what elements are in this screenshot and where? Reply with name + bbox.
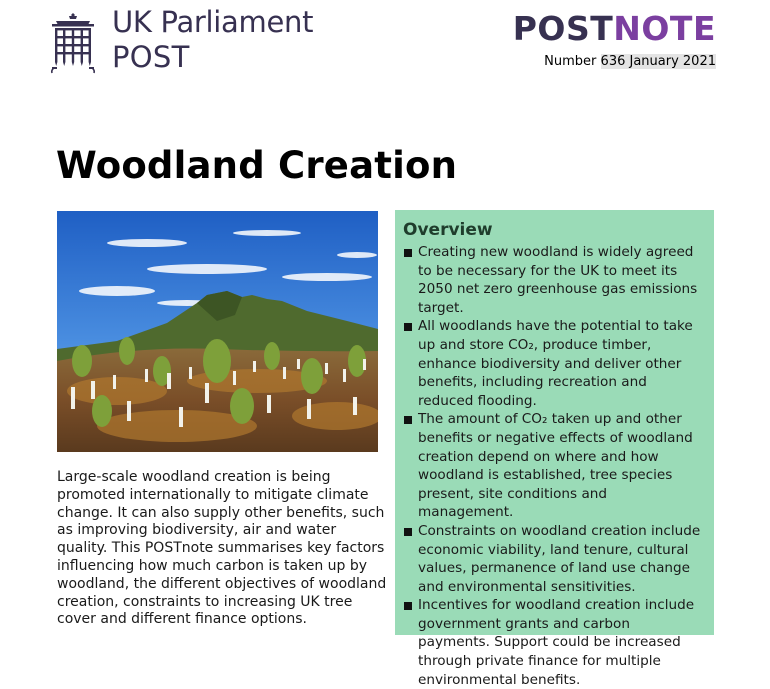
brand [112,5,314,74]
woodland-photo [57,211,378,452]
postnote-wordmark [513,9,716,48]
square-bullet-icon [404,249,412,257]
overview-item: Constraints on woodland creation include economic viability, land tenure, cultural values, permanence of land use change and environmental sensitivities. [403,522,706,596]
overview-item: Incentives for woodland creation include government grants and carbon payments. Support could be increased through private finance for multiple environmental benefits. [403,596,706,689]
overview-heading: Overview [403,220,493,240]
square-bullet-icon [404,323,412,331]
overview-list [403,243,706,689]
overview-item: Creating new woodland is widely agreed to be necessary for the UK to meet its 2050 net zero greenhouse gas emissions target. [403,243,706,317]
portcullis-icon [50,12,96,74]
brand-title: UK Parliament [112,5,314,39]
overview-item: All woodlands have the potential to take up and store CO₂, produce timber, enhance biodiversity and deliver other benefits, including recreation and reduced flooding. [403,317,706,410]
brand-subtitle: POST [112,40,190,74]
issue-number [544,54,716,69]
square-bullet-icon [404,416,412,424]
page-title: Woodland Creation [56,144,458,187]
issue-number-label: Number [544,54,597,69]
issue-number-value: 636 January 2021 [600,54,716,69]
postnote-part-post: POST [512,9,614,48]
postnote-part-note: NOTE [613,9,716,48]
square-bullet-icon [404,528,412,536]
overview-box [395,210,714,688]
intro-summary: Large-scale woodland creation is being promoted internationally to mitigate climate change. It can also supply other benefits, such as improving biodiversity, air and water quality. This POSTnote summarises key factors influencing how much carbon is taken up by woodland, the different objectives of woodland creation, constraints to increasing UK tree cover and different finance options. [57,469,387,628]
overview-item: The amount of CO₂ taken up and other benefits or negative effects of woodland creation depend on where and how woodland is established, tree species present, site conditions and management. [403,410,706,522]
square-bullet-icon [404,602,412,610]
